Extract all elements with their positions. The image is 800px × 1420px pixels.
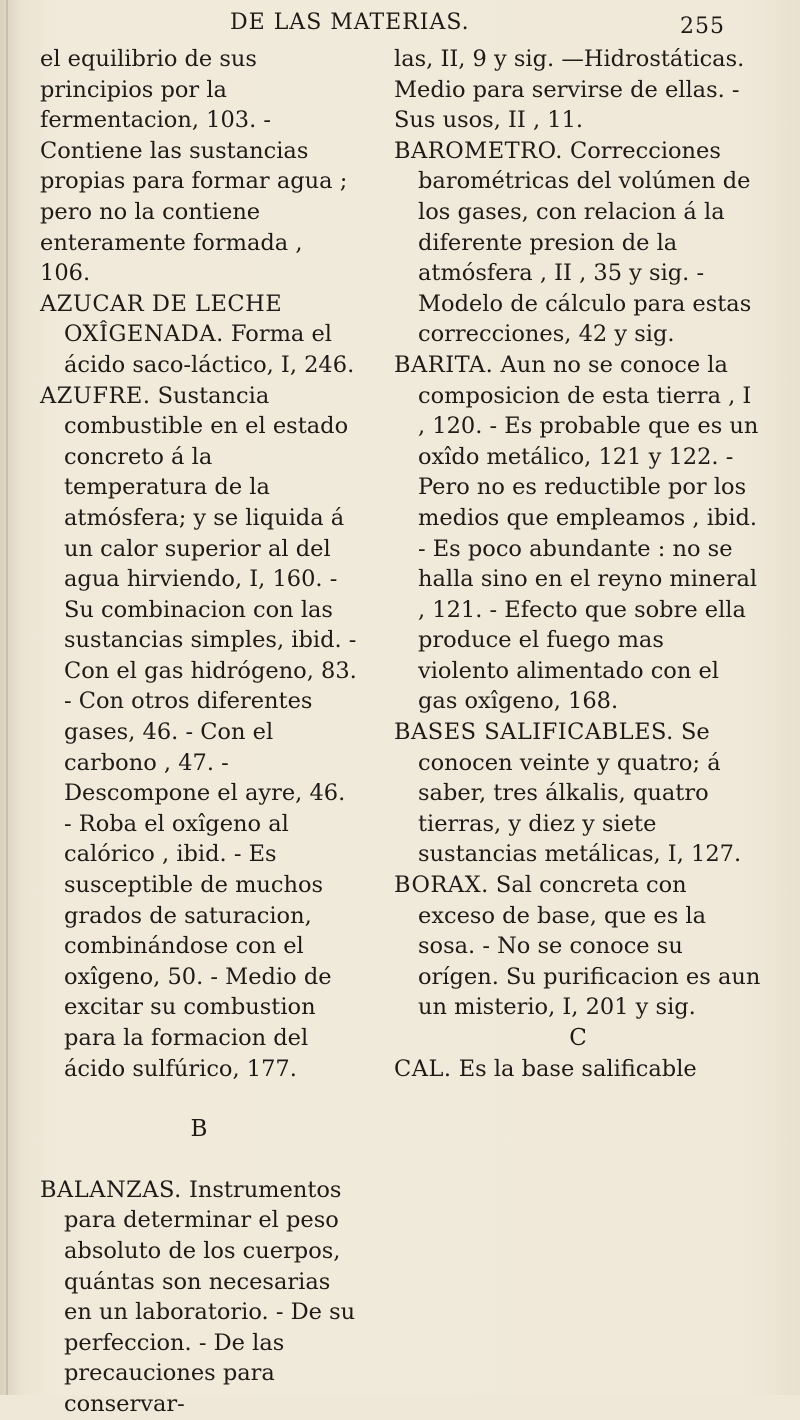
entry-text: Aun no se conoce la composicion de esta tierra , I , 120. - Es probable que es un oxîdo metálico, 121 y 122. - Pero no es reductible por los medios que empleamos , ibid. - Es poco abundante : no se halla sino en el reyno mineral , 121. - Efecto que sobre ella produce el fuego mas violento alimentado con el gas oxîgeno, 168. — [418, 351, 759, 715]
index-entry — [394, 870, 762, 1023]
entry-text: Instrumentos para determinar el peso absoluto de los cuerpos, quántas son necesarias en un laboratorio. - De su perfeccion. - De las precauciones para conservar- — [64, 1176, 356, 1417]
entry-text: Sal concreta con exceso de base, que es la sosa. - No se conoce su orígen. Su purificacion es aun un misterio, I, 201 y sig. — [418, 872, 761, 1021]
running-head: DE LAS MATERIAS. — [230, 10, 470, 35]
section-letter-c: C — [569, 1025, 587, 1051]
entry-headword: BORAX. — [394, 872, 489, 899]
entry-text: Sustancia combustible en el estado concreto á la temperatura de la atmósfera; y se liquida á un calor superior al del agua hirviendo, I, 160. - Su combinacion con las sustancias simples, ibid. - Con el gas hidrógeno, 83. - Con otros diferentes gases, 46. - Con el carbono , 47. - Descompone el ayre, 46. - Roba el oxîgeno al calórico , ibid. - Es susceptible de muchos grados de saturacion, combinándose con el oxîgeno, 50. - Medio de excitar su combustion para la formacion del ácido sulfúrico, 177. — [64, 382, 357, 1082]
entry-text: Correcciones barométricas del volúmen de los gases, con relacion á la diferente presion de la atmósfera , II , 35 y sig. - Modelo de cálculo para estas correcciones, 42 y sig. — [418, 137, 752, 348]
continuation-text: las, II, 9 y sig. —Hidrostáticas. Medio para servirse de ellas. - Sus usos, II , 11. — [394, 46, 745, 134]
entry-headword: CAL. — [394, 1055, 452, 1082]
continuation-text: el equilibrio de sus principios por la fermentacion, 103. - Contiene las sustancias propias para formar agua ; pero no la contiene enteramente formada , 106. — [40, 46, 348, 287]
entry-headword: BARITA. — [394, 351, 494, 378]
index-entry — [394, 1054, 762, 1085]
entry-text: Es la base salificable — [451, 1055, 697, 1082]
page-gutter — [6, 0, 8, 1395]
entry-headword: AZUFRE. — [40, 382, 151, 409]
entry-text: Se conocen veinte y quatro; á saber, tres álkalis, quatro tierras, y diez y siete sustancias metálicas, I, 127. — [418, 719, 742, 868]
index-entry — [40, 381, 358, 1085]
left-column — [40, 44, 358, 1420]
entry-headword: AZUCAR DE LECHE OXÎGENADA. — [40, 290, 283, 348]
section-letter-b: B — [190, 1116, 208, 1143]
index-entry — [394, 136, 762, 350]
entry-text: Forma el ácido saco-láctico, I, 246. — [64, 321, 355, 378]
page-number: 255 — [680, 14, 725, 39]
entry-headword: BAROMETRO. — [394, 137, 563, 164]
entry-headword: BALANZAS. — [40, 1176, 182, 1203]
index-entry — [40, 1175, 358, 1420]
index-entry — [394, 717, 762, 870]
entry-headword: BASES SALIFICABLES. — [394, 719, 674, 746]
right-column — [394, 44, 762, 1084]
index-entry — [394, 350, 762, 717]
index-entry — [40, 289, 358, 381]
